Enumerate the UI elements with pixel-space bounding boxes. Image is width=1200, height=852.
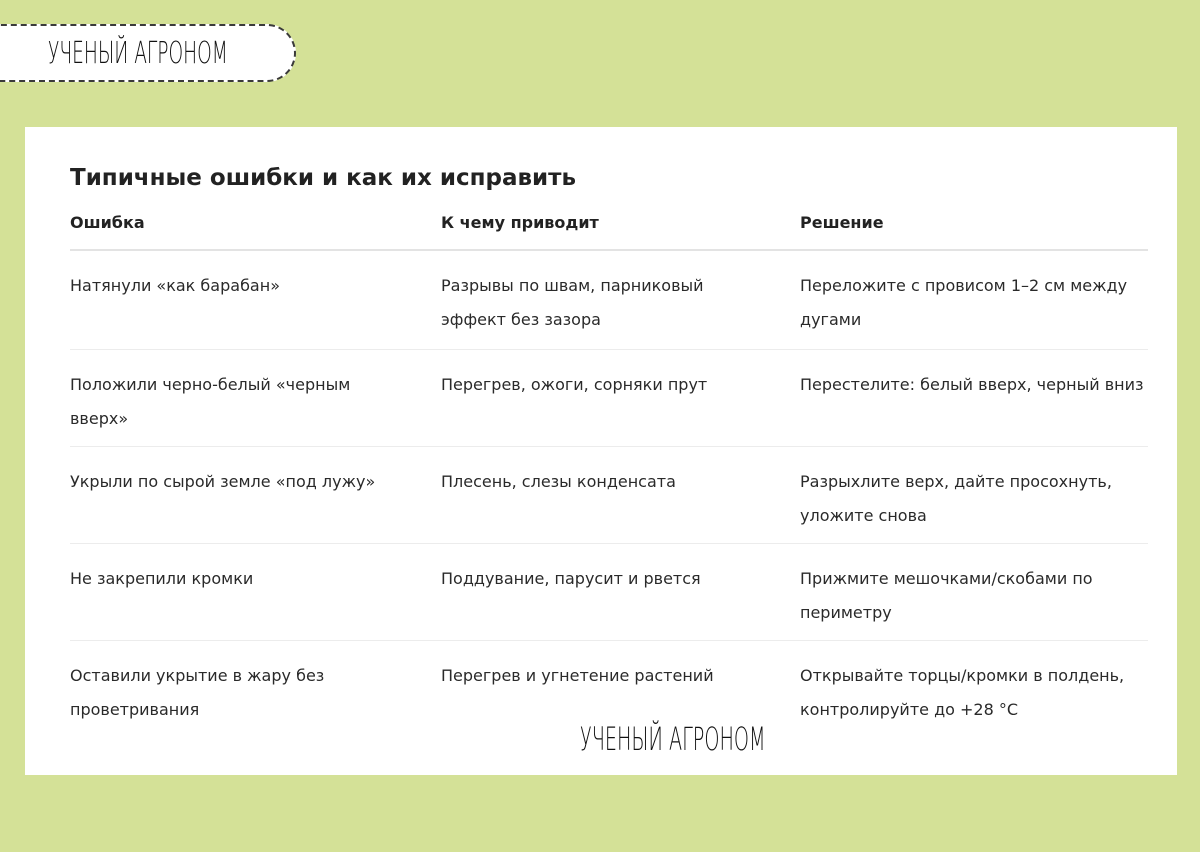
table-row bbox=[70, 447, 1148, 544]
brand-watermark: УЧЕНЫЙ АГРОНОМ bbox=[580, 720, 766, 758]
cell-mistake: Укрыли по сырой земле «под лужу» bbox=[70, 472, 376, 491]
cell-solution: Прижмите мешочками/скобами по периметру bbox=[800, 569, 1093, 622]
cell-consequence: Поддувание, парусит и рвется bbox=[441, 569, 701, 588]
content-card bbox=[25, 127, 1177, 775]
cell-consequence: Перегрев и угнетение растений bbox=[441, 666, 714, 685]
table-title: Типичные ошибки и как их исправить bbox=[70, 165, 577, 191]
header-consequence: К чему приводит bbox=[441, 213, 599, 232]
cell-solution: Переложите с провисом 1–2 см между дугами bbox=[800, 276, 1128, 329]
cell-mistake: Не закрепили кромки bbox=[70, 569, 254, 588]
cell-consequence: Перегрев, ожоги, сорняки прут bbox=[441, 375, 708, 394]
cell-mistake: Положили черно-белый «черным вверх» bbox=[70, 375, 351, 428]
cell-solution: Перестелите: белый вверх, черный вниз bbox=[800, 375, 1144, 394]
cell-mistake: Натянули «как барабан» bbox=[70, 276, 280, 295]
cell-consequence: Плесень, слезы конденсата bbox=[441, 472, 676, 491]
table-row bbox=[70, 251, 1148, 350]
table-row bbox=[70, 544, 1148, 641]
brand-tag-label: УЧЕНЫЙ АГРОНОМ bbox=[48, 36, 228, 71]
table-header-row bbox=[70, 209, 1148, 251]
cell-mistake: Оставили укрытие в жару без проветривания bbox=[70, 666, 325, 719]
cell-consequence: Разрывы по швам, парниковый эффект без зазора bbox=[441, 276, 704, 329]
header-solution: Решение bbox=[800, 213, 884, 232]
cell-solution: Разрыхлите верх, дайте просохнуть, уложите снова bbox=[800, 472, 1112, 525]
mistakes-table bbox=[70, 209, 1148, 741]
table-row bbox=[70, 350, 1148, 447]
cell-solution: Открывайте торцы/кромки в полдень, контролируйте до +28 °C bbox=[800, 666, 1125, 719]
header-mistake: Ошибка bbox=[70, 213, 145, 232]
brand-tag bbox=[0, 24, 296, 82]
